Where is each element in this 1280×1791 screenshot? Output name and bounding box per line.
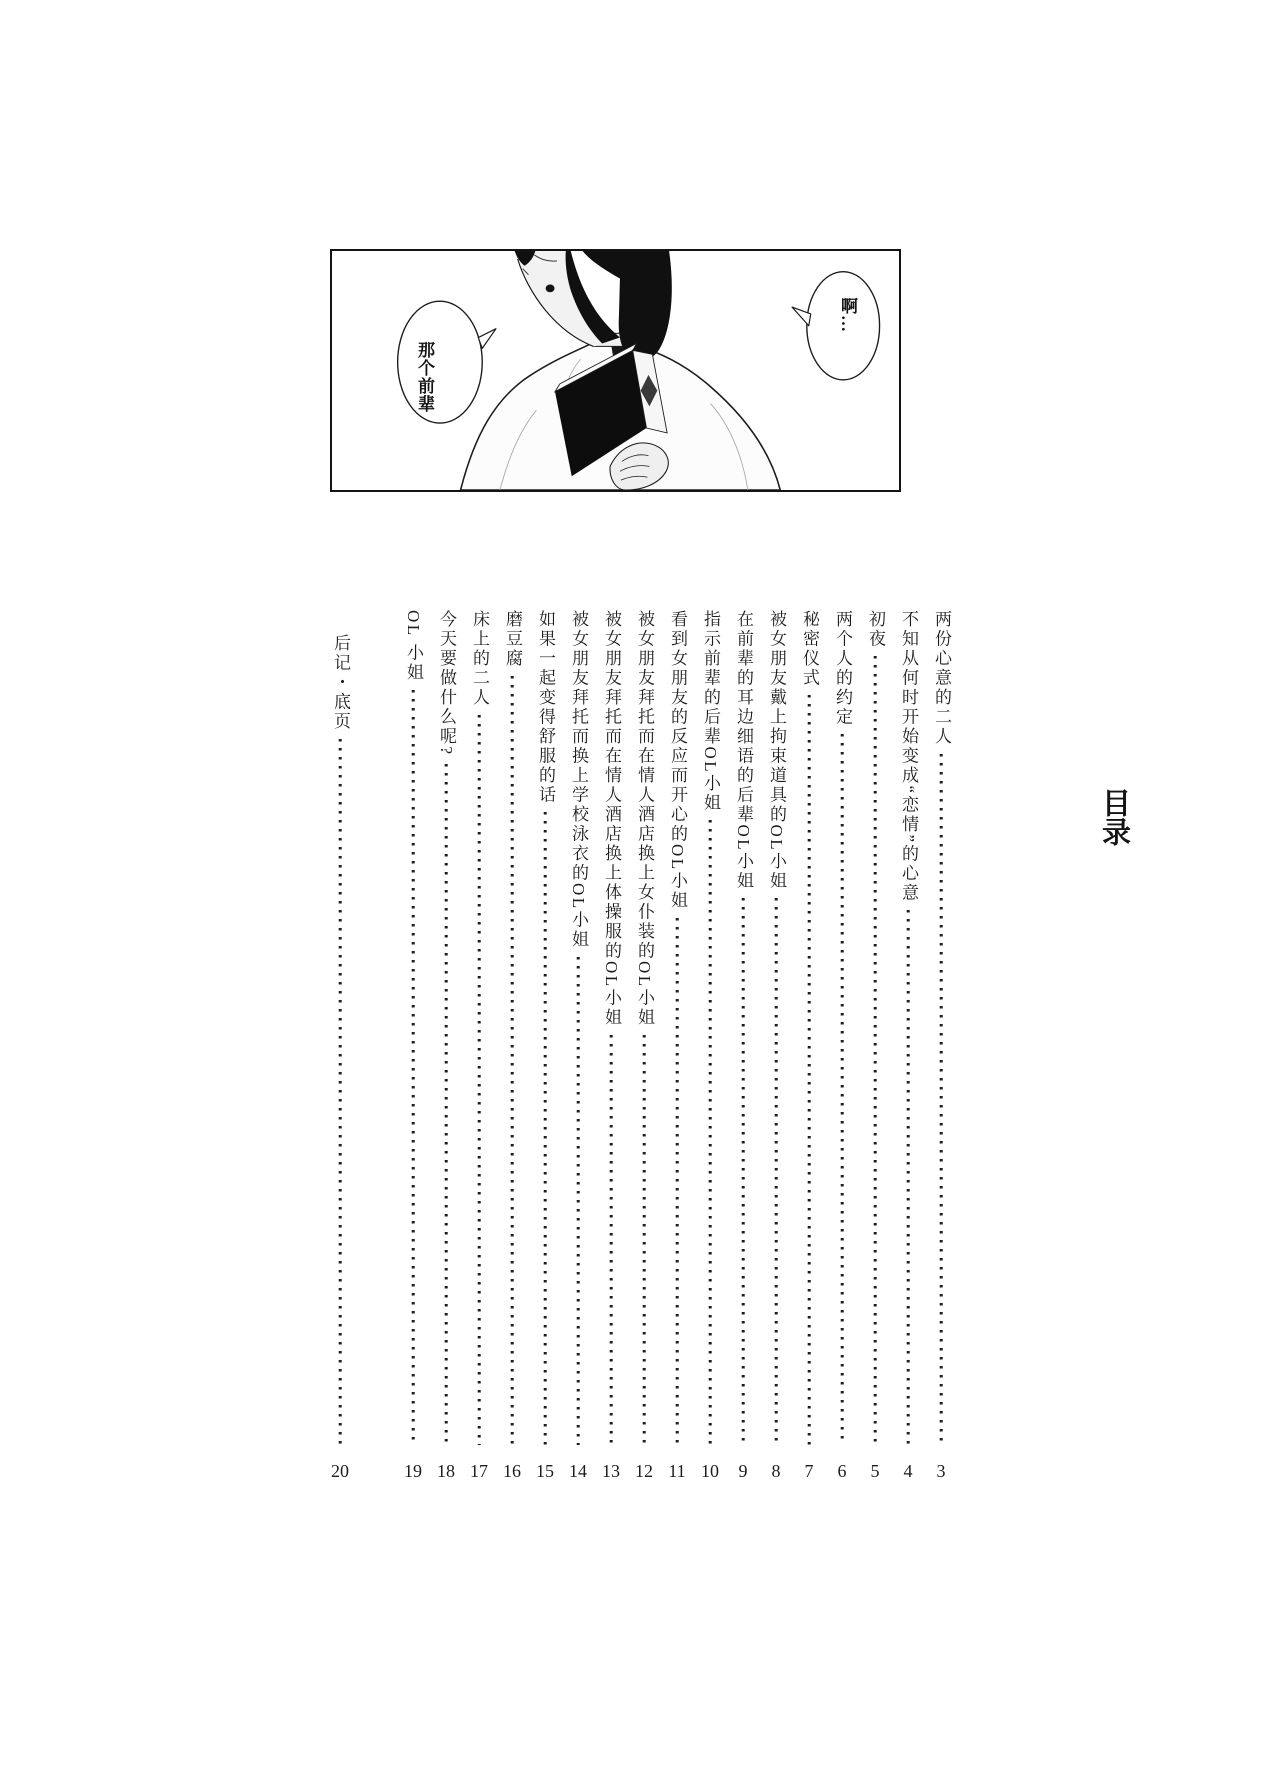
toc-entry (667, 610, 687, 1488)
toc-entry-title: 被女朋友拜托而换上学校泳衣的OL小姐 (569, 610, 588, 950)
toc-dotted-leader (931, 747, 951, 1453)
toc-entry-title: 磨豆腐 (503, 610, 522, 669)
toc-entry (330, 610, 350, 1488)
toc-entry-title: 初夜 (866, 610, 885, 649)
toc-entry (601, 610, 621, 1488)
toc-dotted-leader (330, 732, 350, 1453)
toc-page-number: 10 (701, 1461, 719, 1481)
toc-entry (502, 610, 522, 1488)
toc-entry-title: 秘密仪式 (800, 610, 819, 688)
toc-entry (469, 610, 489, 1488)
toc-page-number: 8 (771, 1461, 781, 1481)
toc-dotted-leader (766, 891, 786, 1452)
toc-page-number: 20 (331, 1461, 349, 1481)
toc-entry-title: 被女朋友拜托而在情人酒店换上体操服的OL小姐 (602, 610, 621, 1028)
toc-entry-title: 指示前辈的后辈OL小姐 (701, 610, 720, 814)
toc-dotted-leader (832, 727, 852, 1452)
panel-artwork (332, 251, 899, 490)
toc-entry (403, 610, 423, 1488)
toc-entry-title: 不知从何时开始变成“恋情”的心意 (899, 610, 918, 904)
toc-entry-title: 如果一起变得舒服的话 (536, 610, 555, 805)
toc-dotted-leader (634, 1028, 654, 1452)
speech-bubble-right (792, 272, 880, 380)
toc-page-number: 4 (903, 1461, 913, 1481)
toc-dotted-leader (667, 911, 687, 1452)
toc-page-number: 17 (470, 1461, 488, 1481)
toc-entry (733, 610, 753, 1488)
toc-entry (931, 610, 951, 1488)
toc-dotted-leader (733, 891, 753, 1452)
toc-page-number: 11 (668, 1461, 686, 1481)
toc-dotted-leader (502, 669, 522, 1453)
toc-dotted-leader (535, 805, 555, 1452)
toc-page-number: 12 (635, 1461, 653, 1481)
toc-entry-title: 两个人的约定 (833, 610, 852, 727)
toc-entry (832, 610, 852, 1488)
speech-bubble-right-text: 啊… (838, 297, 857, 333)
toc-entry-title: 后记・底页 (331, 634, 350, 732)
toc-page-number: 6 (837, 1461, 847, 1481)
toc-page-number: 5 (870, 1461, 880, 1481)
toc-entry (535, 610, 555, 1488)
toc-entry-title: 被女朋友拜托而在情人酒店换上女仆装的OL小姐 (635, 610, 654, 1028)
toc-page-number: 19 (404, 1461, 422, 1481)
toc-dotted-leader (568, 950, 588, 1452)
toc-dotted-leader (865, 649, 885, 1452)
toc-dotted-leader (898, 903, 918, 1452)
toc-dotted-leader (436, 757, 456, 1452)
toc-entry (766, 610, 786, 1488)
toc-entry-title: 今天要做什么呢? (437, 610, 456, 757)
character-illustration (461, 251, 781, 490)
toc-dotted-leader (469, 708, 489, 1453)
toc-page-number: 16 (503, 1461, 521, 1481)
toc-dotted-leader (799, 688, 819, 1452)
toc-entry (799, 610, 819, 1488)
toc-entry-title: OL 小姐 (404, 610, 423, 683)
toc-entry-title: 床上的二人 (470, 610, 489, 708)
toc-dotted-leader (403, 683, 423, 1452)
toc-list (330, 610, 951, 1488)
toc-entry (436, 610, 456, 1488)
toc-entry (568, 610, 588, 1488)
speech-bubble-left (398, 301, 496, 423)
toc-page-number: 9 (738, 1461, 748, 1481)
toc-title: 目录 (1098, 788, 1130, 846)
toc-page-number: 7 (804, 1461, 814, 1481)
toc-page-number: 3 (936, 1461, 946, 1481)
toc-entry (634, 610, 654, 1488)
speech-bubble-left-text: 那个前辈 (415, 341, 434, 413)
toc-page-number: 14 (569, 1461, 587, 1481)
manga-panel (330, 249, 901, 492)
toc-page-number: 15 (536, 1461, 554, 1481)
toc-page-number: 13 (602, 1461, 620, 1481)
toc-dotted-leader (601, 1028, 621, 1452)
toc-dotted-leader (700, 813, 720, 1452)
toc-entry (898, 610, 918, 1488)
toc-entry (700, 610, 720, 1488)
toc-page-number: 18 (437, 1461, 455, 1481)
toc-entry-title: 两份心意的二人 (932, 610, 951, 747)
toc-entry-title: 看到女朋友的反应而开心的OL小姐 (668, 610, 687, 911)
toc-entry (865, 610, 885, 1488)
toc-entry-title: 在前辈的耳边细语的后辈OL小姐 (734, 610, 753, 892)
toc-entry-title: 被女朋友戴上拘束道具的OL小姐 (767, 610, 786, 892)
